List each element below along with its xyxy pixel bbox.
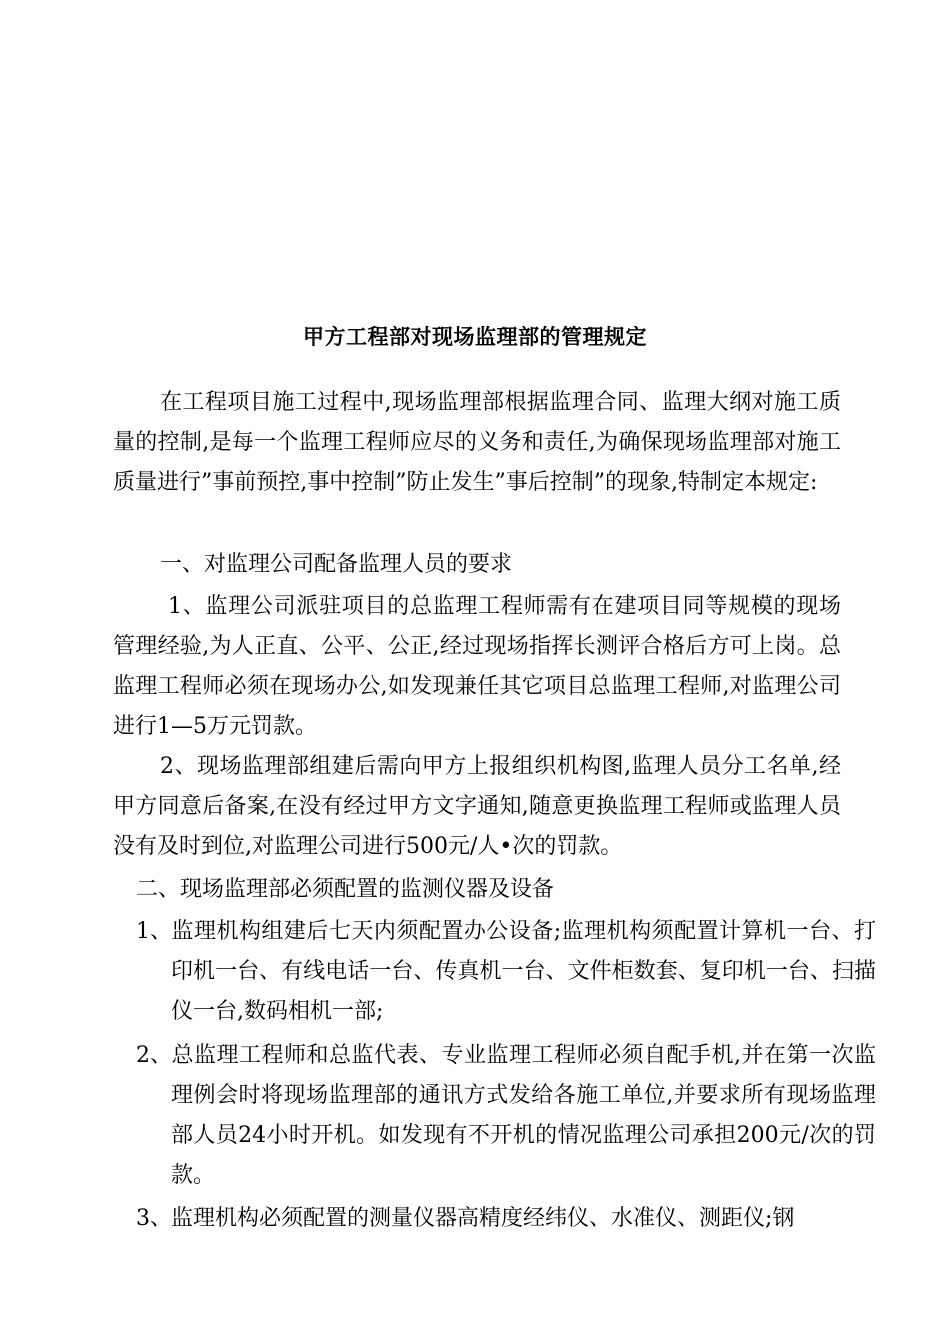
list-item-text: 总监理工程师和总监代表、专业监理工程师必须自配手机,并在第一次监理例会时将现场监理部的通讯方式发给各施工单位,并要求所有现场监理部人员24小时开机。如发现有不开机的情况监理公司承担200元/次的罚款。 xyxy=(171,1043,876,1188)
section-1-heading: 一、对监理公司配备监理人员的要求 xyxy=(160,552,513,577)
list-item-text: 监理机构组建后七天内须配置办公设备;监理机构须配置计算机一台、打印机一台、有线电话一台、传真机一台、文件柜数套、复印机一台、扫描仪一台,数码相机一部; xyxy=(171,919,876,1024)
section-1-paragraph-1: 1、监理公司派驻项目的总监理工程师需有在建项目同等规模的现场管理经验,为人正直、公平、公正,经过现场指挥长测评合格后方可上岗。总监理工程师必须在现场办公,如发现兼任其它项目总监理工程师,对监理公司进行1—5万元罚款。 xyxy=(113,594,841,739)
list-item-text: 监理机构必须配置的测量仪器高精度经纬仪、水准仪、测距仪;钢 xyxy=(171,1206,795,1231)
document-title: 甲方工程部对现场监理部的管理规定 xyxy=(303,324,647,349)
list-item xyxy=(136,1036,876,1196)
intro-paragraph: 在工程项目施工过程中,现场监理部根据监理合同、监理大纲对施工质量的控制,是每一个监理工程师应尽的义务和责任,为确保现场监理部对施工质量进行”事前预控,事中控制”防止发生”事后控制”的现象,特制定本规定: xyxy=(113,390,841,495)
list-item xyxy=(136,1199,876,1239)
list-item-number: 2、 xyxy=(136,1043,172,1068)
list-item-number: 3、 xyxy=(136,1206,172,1231)
list-item xyxy=(136,912,876,1032)
section-1-paragraph-2: 2、现场监理部组建后需向甲方上报组织机构图,监理人员分工名单,经甲方同意后备案,在没有经过甲方文字通知,随意更换监理工程师或监理人员没有及时到位,对监理公司进行500元/人•次的罚款。 xyxy=(113,754,841,859)
list-item-number: 1、 xyxy=(136,919,172,944)
section-2-heading: 二、现场监理部必须配置的监测仪器及设备 xyxy=(136,877,555,902)
